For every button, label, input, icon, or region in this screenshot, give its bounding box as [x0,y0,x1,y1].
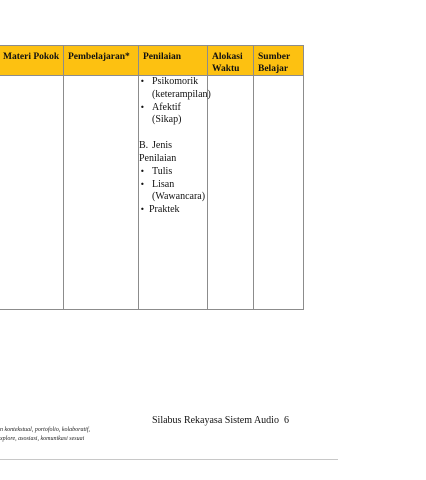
cell-sumber-belajar [254,76,304,310]
header-sumber-belajar: Sumber Belajar [254,46,304,76]
section-b-number: B. [139,140,149,152]
list-item: • Afektif (Sikap) [139,102,207,128]
list-item: • Lisan (Wawancara) [139,179,207,205]
list-item: • Praktek [139,204,207,217]
footer-label: Silabus Rekayasa Sistem Audio [152,415,279,426]
section-b-title: Jenis Penilaian [139,140,177,164]
footnote-line-2: xplore, asosiasi, komunikasi sesuai [0,436,85,442]
header-penilaian: Penilaian [139,46,208,76]
page-number: 6 [283,415,289,426]
cell-materi-pokok [0,76,64,310]
cell-penilaian [139,76,211,310]
list-item: • Psikomorik (keterampilan) [139,76,207,102]
table-row [0,76,304,310]
table-header-row [0,46,304,76]
cell-pembelajaran [64,76,139,310]
header-materi-pokok: Materi Pokok [0,46,64,76]
section-b-heading [139,140,207,166]
footer-divider [0,459,338,460]
footnote-line-1: n kontekstual, portofolio, kolaboratif, [0,427,90,433]
jenis-list [139,166,207,217]
page-footer [152,415,289,426]
header-alokasi-waktu: Alokasi Waktu [208,46,254,76]
cell-alokasi-waktu [208,76,254,310]
aspek-list [139,76,211,127]
header-pembelajaran: Pembelajaran* [64,46,139,76]
syllabus-table [0,45,304,310]
list-item: • Tulis [139,166,207,179]
